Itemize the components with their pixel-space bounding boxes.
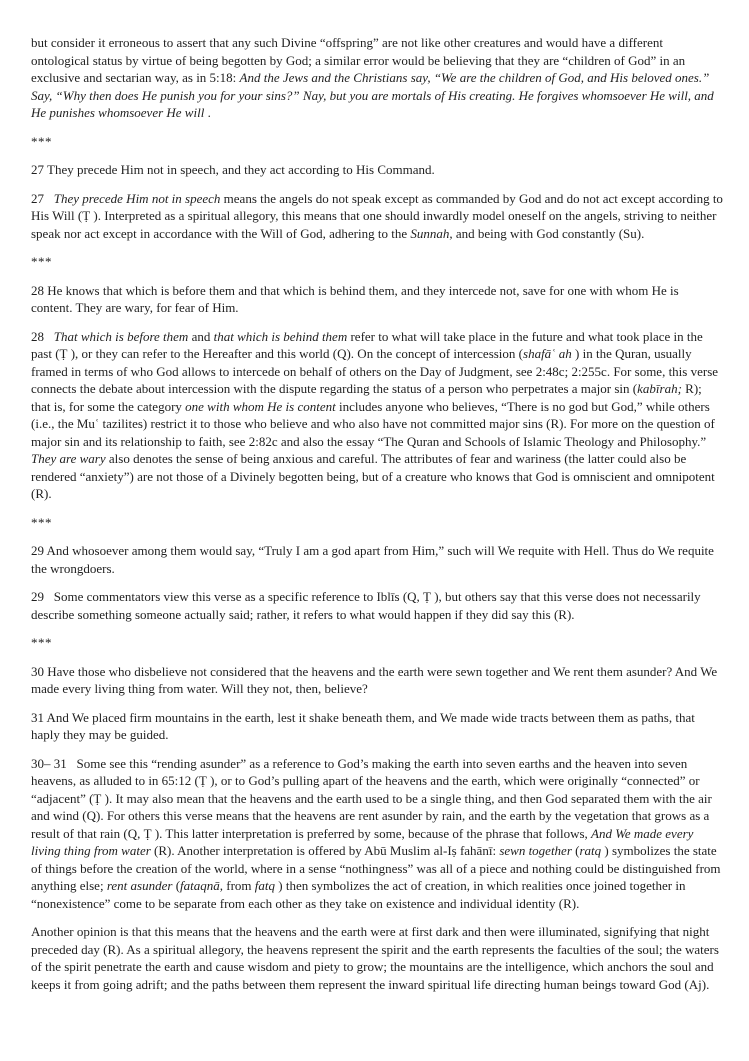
verse-text [31, 542, 723, 577]
text-run: 30 Have those who disbelieve not considered that the heavens and the earth were sewn together and We rent them asunder? And We made every living thing from water. Will they not, then, believe? [31, 663, 721, 696]
verse-text [31, 282, 723, 317]
section-separator: *** [31, 133, 52, 149]
text-run: ) then symbolizes the act of creation, in which realities once joined together in “nonexistence” come to be separate from each other as they take on existence and individual identity (R). [31, 878, 689, 911]
verse-commentary-paragraph [31, 328, 723, 503]
text-run: 28 [31, 328, 54, 344]
italic-text-run: And We made every living thing from water [31, 825, 697, 858]
text-run: refer to what will take place in the future and what took place in the past (Ṭ ), or they can refer to the Hereafter and this world (Q). On the concept of intercession ( [31, 328, 707, 361]
text-run: Another opinion is that this means that the heavens and the earth were at first dark and then were illuminated, signifying that night preceded day (R). As a spiritual allegory, the heavens represent the spirit and the earth represents the faculties of the soul; the waters of the spirit penetrate the earth and cause wisdom and piety to grow; the mountains are the intelligence, which anchors the soul and keeps it from going adrift; and the paths between them represent the inward spiritual life directing human beings toward God (Aj). [31, 924, 723, 992]
text-run: ( [172, 878, 181, 893]
italic-text-run: Sunnah, [410, 225, 453, 241]
section-separator: *** [31, 514, 52, 530]
text-run: . [204, 105, 211, 120]
text-run: also denotes the sense of being anxious and careful. The attributes of fear and wariness (the latter could also be rendered “anxiety”) are not those of a Divinely begotten being, but of a creature who knows that God is omniscient and omnipotent (R). [31, 451, 718, 501]
italic-text-run: And the Jews and the Christians say, “We are the children of God, and His beloved ones.” Say, “Why then does He punish you for your sins?” Nay, but you are mortals of His creating. He forgives whomsoever He will, and He punishes whomsoever He will [31, 70, 718, 120]
italic-text-run: fataqnā, [180, 878, 224, 893]
text-run: but consider it erroneous to assert that any such Divine “offspring” are not like other creatures and would have a different ontological status by virtue of being begotten by God; a similar error would be believing that they are “children of God” in an exclusive and sectarian way, as in 5:18: [31, 35, 689, 85]
italic-text-run: That which is before them [53, 328, 189, 344]
text-run: ( [571, 843, 580, 858]
italic-text-run: shafāʿ ah [523, 346, 572, 361]
text-run: includes anyone who believes, “There is no god but God,” while others (i.e., the Muʿ tazilites) restrict it to those who believe and who also have not committed major sins (R). For more on the question of major sin and its relationship to faith, see 2:82c and also the essay “The Quran and Schools of Islamic Theology and Philosophy.” [31, 398, 719, 449]
text-run: 27 [31, 190, 54, 206]
text-run: R); that is, for some the category [31, 381, 706, 414]
verse-commentary-paragraph [31, 755, 723, 913]
italic-text-run: rent asunder [106, 878, 173, 893]
verse-text [31, 709, 723, 744]
text-run: 31 And We placed firm mountains in the earth, lest it shake beneath them, and We made wide tracts between them as paths, that haply they may be guided. [31, 709, 699, 742]
document-content [31, 34, 727, 993]
text-run: 29 Some commentators view this verse as a specific reference to Iblīs (Q, Ṭ ), but others say that this verse does not necessarily describe something someone actually said; rather, it refers to what would happen if they did say this (R). [31, 589, 704, 622]
text-run: ) symbolizes the state of things before the creation of the world, where in a sense “nothingness” was all of a piece and nothing could be distinguished from anything else; [31, 843, 724, 893]
italic-text-run: sewn together [499, 843, 572, 858]
text-run: (R). Another interpretation is offered by Abū Muslim al-Iṣ fahānī: [150, 843, 500, 858]
text-run: ) in the Quran, usually framed in terms of who God allows to intercede on behalf of others on the Day of Judgment, see 2:48c; 2:255c. For some, this verse connects the debate about intercession with the dispute regarding the status of a person who perpetrates a major sin ( [31, 346, 722, 396]
verse-text [31, 663, 723, 698]
italic-text-run: They precede Him not in speech [53, 190, 221, 206]
verse-text [31, 161, 723, 179]
text-run: means the angels do not speak except as commanded by God and do not act except according to His Will (Ṭ ). Interpreted as a spiritual allegory, this means that one should inwardly model oneself on the angels, striving to neither speak nor act except in accordance with the Will of God, adhering to the [31, 190, 727, 241]
text-run: 27 They precede Him not in speech, and they act according to His Command. [31, 162, 435, 177]
text-run: and [188, 328, 214, 344]
italic-text-run: ratq [579, 843, 602, 858]
text-run: 28 He knows that which is before them and that which is behind them, and they intercede not, save for one with whom He is content. They are wary, for fear of Him. [31, 282, 682, 315]
commentary-paragraph [31, 923, 723, 993]
text-run: 29 And whosoever among them would say, “Truly I am a god apart from Him,” such will We requite with Hell. Thus do We requite the wrongdoers. [31, 543, 718, 576]
text-run: 30– 31 Some see this “rending asunder” as a reference to God’s making the earth into seven earths and the heaven into seven heavens, as alluded to in 65:12 (Ṭ ), or to God’s pulling apart of the heavens and the earth, which were originally “connected” or “adjacent” (Ṭ ). It may also mean that the heavens and the earth used to be a single thing, and then God separated them with the air and wind (Q). For others this verse means that the heavens are rent asunder by rain, and the earth by the vegetation that grows as a result of that rain (Q, Ṭ ). This latter interpretation is preferred by some, because of the phrase that follows, [31, 755, 716, 841]
text-run: from [223, 878, 255, 893]
italic-text-run: one with whom He is content [185, 398, 336, 414]
verse-commentary-paragraph [31, 588, 723, 623]
section-separator: *** [31, 635, 52, 650]
italic-text-run: They are wary [31, 451, 106, 466]
italic-text-run: that which is behind them [213, 328, 348, 344]
italic-text-run: fatq [254, 878, 276, 893]
section-separator: *** [31, 254, 52, 269]
commentary-paragraph [31, 34, 723, 122]
verse-commentary-paragraph [31, 190, 727, 243]
text-run: and being with God constantly (Su). [452, 225, 645, 241]
italic-text-run: kabīrah; [637, 381, 682, 396]
